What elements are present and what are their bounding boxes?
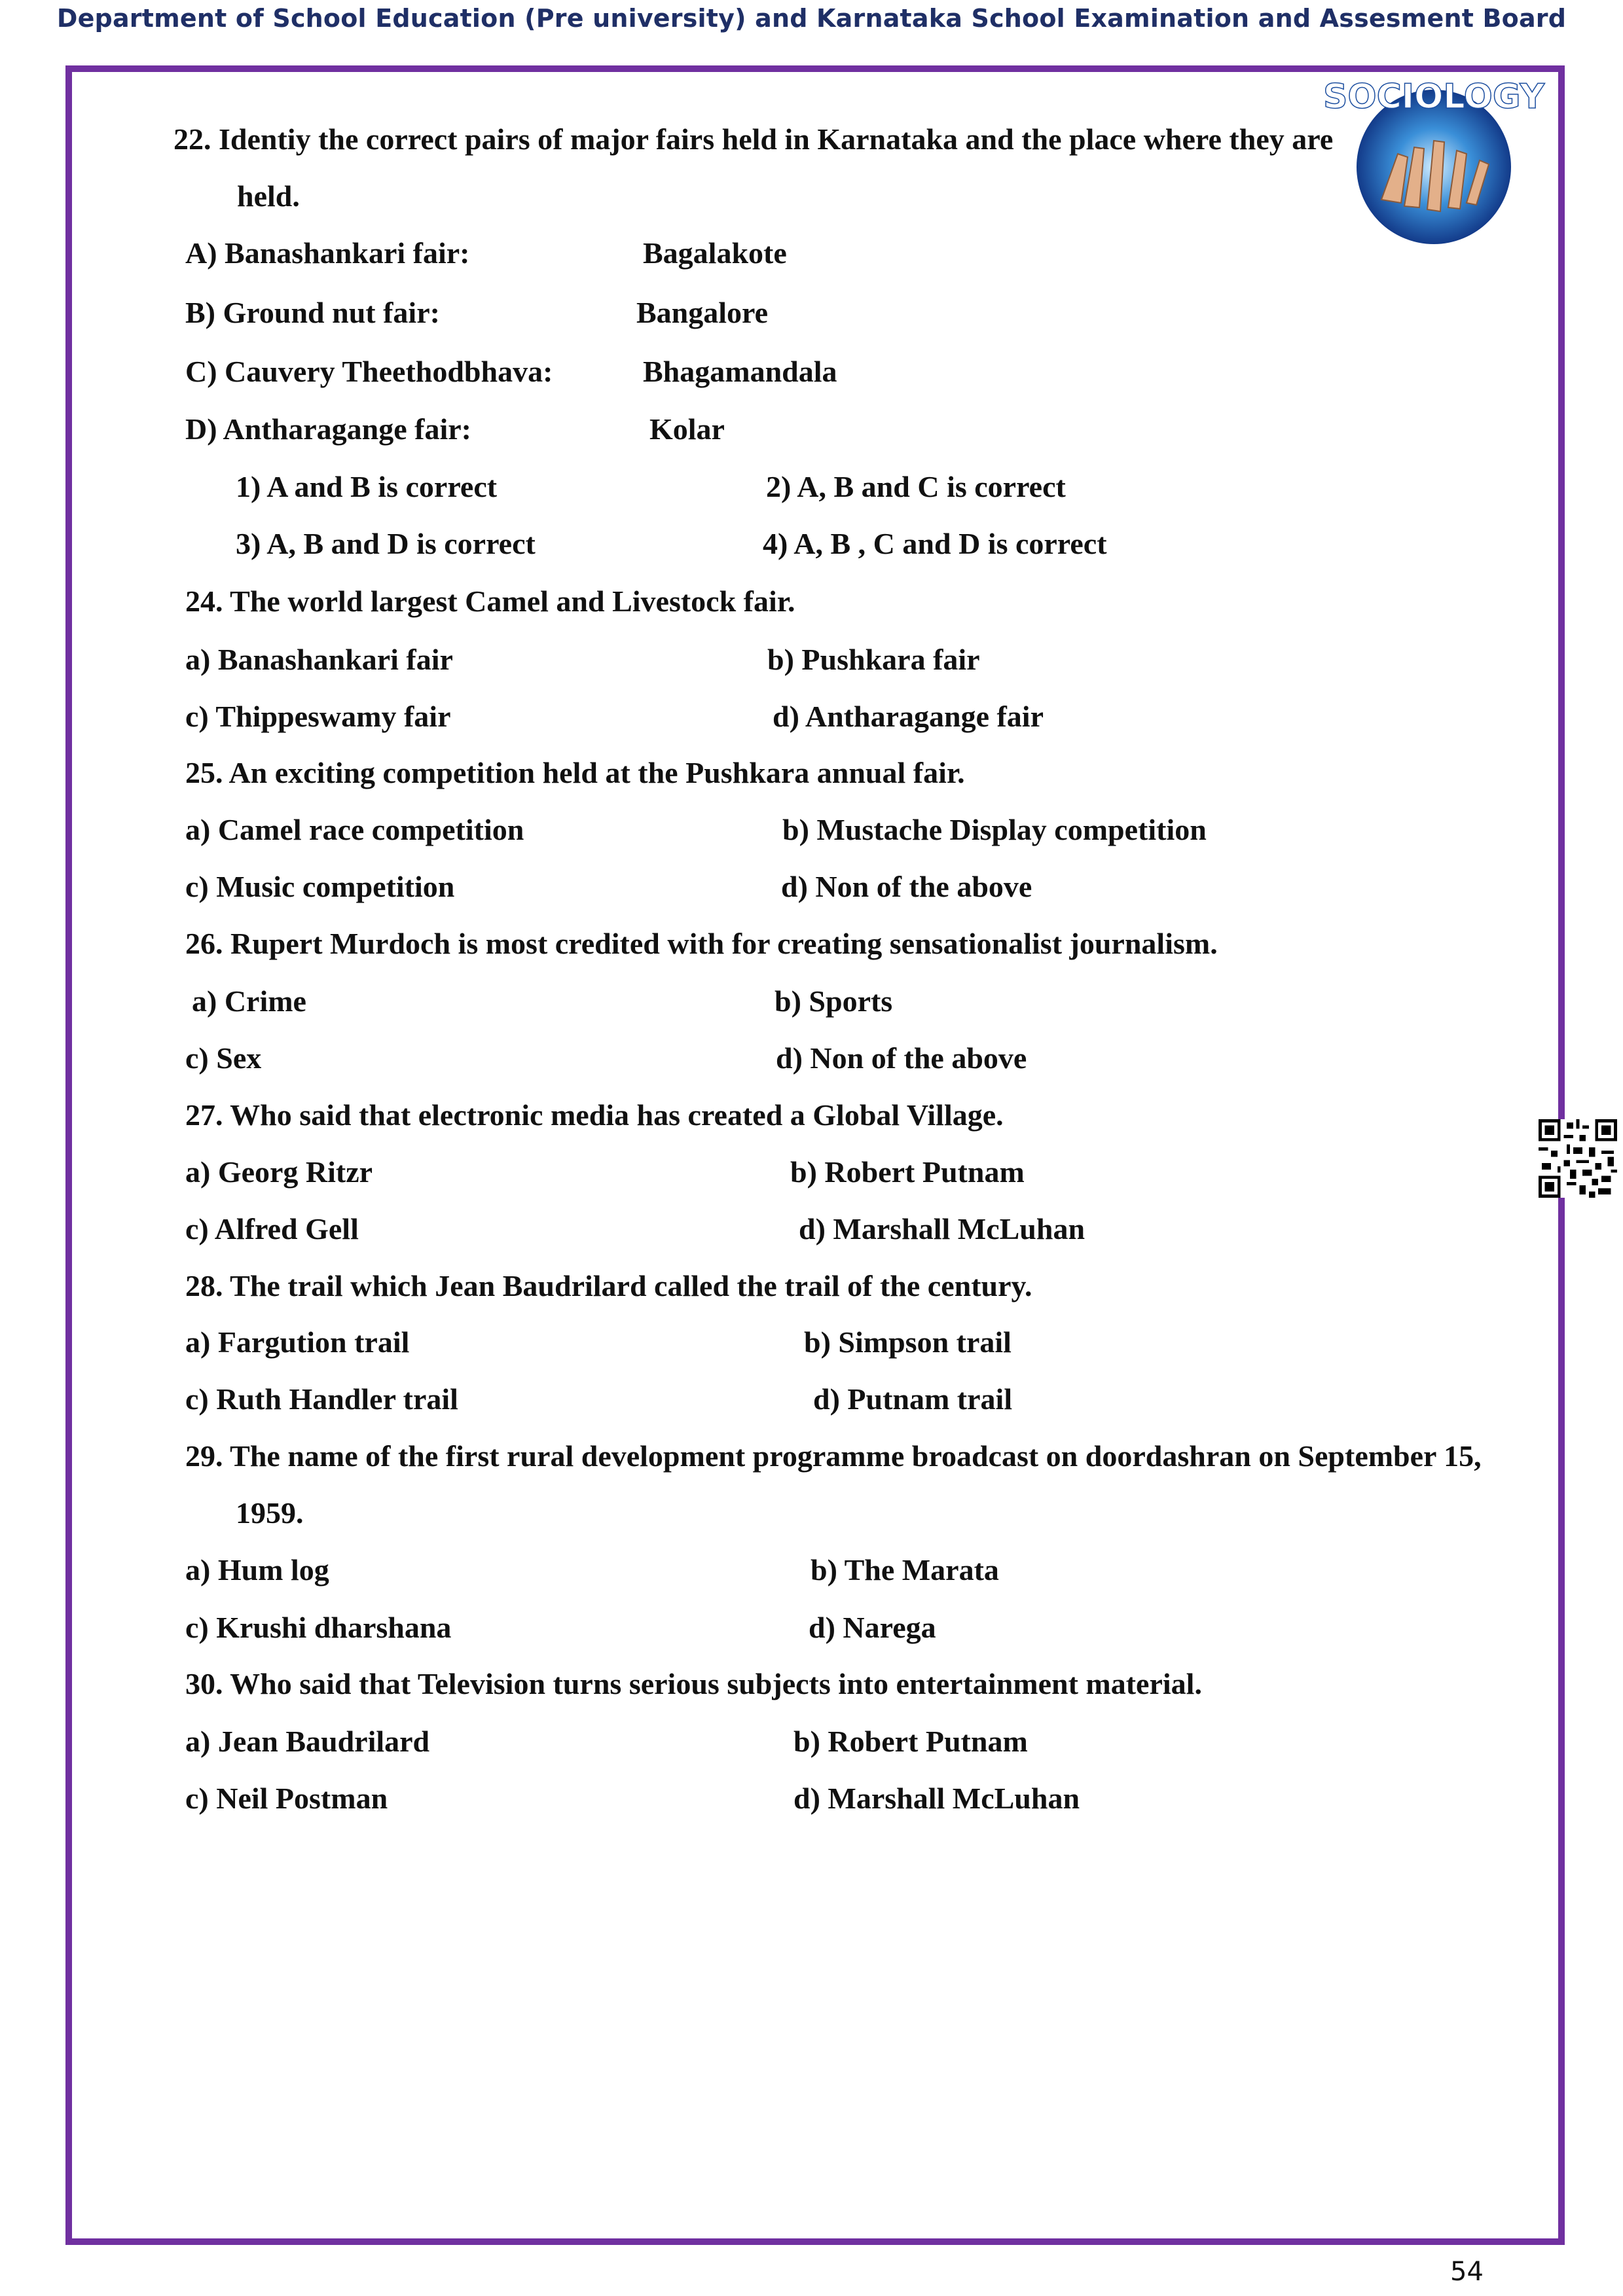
q22-pair-a-label: A) Banashankari fair: — [185, 236, 470, 270]
q27-option-b: b) Robert Putnam — [790, 1155, 1025, 1189]
q26-option-d: d) Non of the above — [776, 1041, 1027, 1075]
q25-option-a: a) Camel race competition — [185, 813, 524, 846]
q29-text-line1: 29. The name of the first rural development programme broadcast on doordashran on September 15, — [185, 1439, 1482, 1473]
q26-option-a: a) Crime — [192, 984, 306, 1018]
q27-option-c: c) Alfred Gell — [185, 1212, 359, 1246]
q22-pair-b-place: Bangalore — [636, 296, 769, 329]
q30-option-a: a) Jean Baudrilard — [185, 1725, 430, 1758]
q28-option-b: b) Simpson trail — [804, 1325, 1012, 1359]
q24-option-d: d) Antharagange fair — [773, 700, 1044, 733]
q25-option-d: d) Non of the above — [781, 870, 1032, 903]
q28-option-c: c) Ruth Handler trail — [185, 1382, 458, 1416]
q28-option-a: a) Fargution trail — [185, 1325, 410, 1359]
q30-text: 30. Who said that Television turns serious subjects into entertainment material. — [185, 1667, 1202, 1700]
q22-pair-a-place: Bagalakote — [643, 236, 787, 270]
q27-text: 27. Who said that electronic media has created a Global Village. — [185, 1098, 1004, 1132]
q25-option-b: b) Mustache Display competition — [782, 813, 1207, 846]
page-header: Department of School Education (Pre university) and Karnataka School Examination and Assesment Board — [56, 4, 1567, 33]
q22-option-2: 2) A, B and C is correct — [766, 470, 1066, 503]
q28-option-d: d) Putnam trail — [813, 1382, 1013, 1416]
qr-code — [1539, 1119, 1617, 1198]
q25-text: 25. An exciting competition held at the Pushkara annual fair. — [185, 756, 965, 789]
q24-option-c: c) Thippeswamy fair — [185, 700, 451, 733]
q26-option-c: c) Sex — [185, 1041, 262, 1075]
q22-pair-c-label: C) Cauvery Theethodbhava: — [185, 355, 553, 388]
q29-text-line2: 1959. — [236, 1496, 304, 1530]
q22-option-1: 1) A and B is correct — [236, 470, 498, 503]
q24-option-b: b) Pushkara fair — [767, 643, 980, 676]
q22-option-3: 3) A, B and D is correct — [236, 527, 536, 560]
q22-text-line2: held. — [237, 179, 300, 213]
q29-option-d: d) Narega — [809, 1611, 936, 1644]
q24-option-a: a) Banashankari fair — [185, 643, 453, 676]
q27-option-d: d) Marshall McLuhan — [799, 1212, 1085, 1246]
q29-option-a: a) Hum log — [185, 1553, 329, 1587]
q30-option-d: d) Marshall McLuhan — [793, 1782, 1080, 1815]
q27-option-a: a) Georg Ritzr — [185, 1155, 373, 1189]
q22-pair-d-label: D) Antharagange fair: — [185, 412, 471, 446]
q26-option-b: b) Sports — [775, 984, 893, 1018]
q22-pair-d-place: Kolar — [649, 412, 725, 446]
q22-text-line1: 22. Identiy the correct pairs of major fairs held in Karnataka and the place where they are — [173, 122, 1334, 156]
q29-option-b: b) The Marata — [811, 1553, 999, 1587]
q26-text: 26. Rupert Murdoch is most credited with for creating sensationalist journalism. — [185, 927, 1218, 960]
q29-option-c: c) Krushi dharshana — [185, 1611, 452, 1644]
page-number: 54 — [1450, 2257, 1484, 2287]
q24-text: 24. The world largest Camel and Livestock fair. — [185, 584, 795, 618]
q22-option-4: 4) A, B , C and D is correct — [763, 527, 1107, 560]
q30-option-b: b) Robert Putnam — [793, 1725, 1028, 1758]
q22-pair-c-place: Bhagamandala — [643, 355, 837, 388]
q22-pair-b-label: B) Ground nut fair: — [185, 296, 440, 329]
q25-option-c: c) Music competition — [185, 870, 455, 903]
logo-text: SOCIOLOGY — [1322, 77, 1545, 117]
q30-option-c: c) Neil Postman — [185, 1782, 388, 1815]
q28-text: 28. The trail which Jean Baudrilard called the trail of the century. — [185, 1269, 1032, 1302]
sociology-logo — [1322, 69, 1545, 245]
